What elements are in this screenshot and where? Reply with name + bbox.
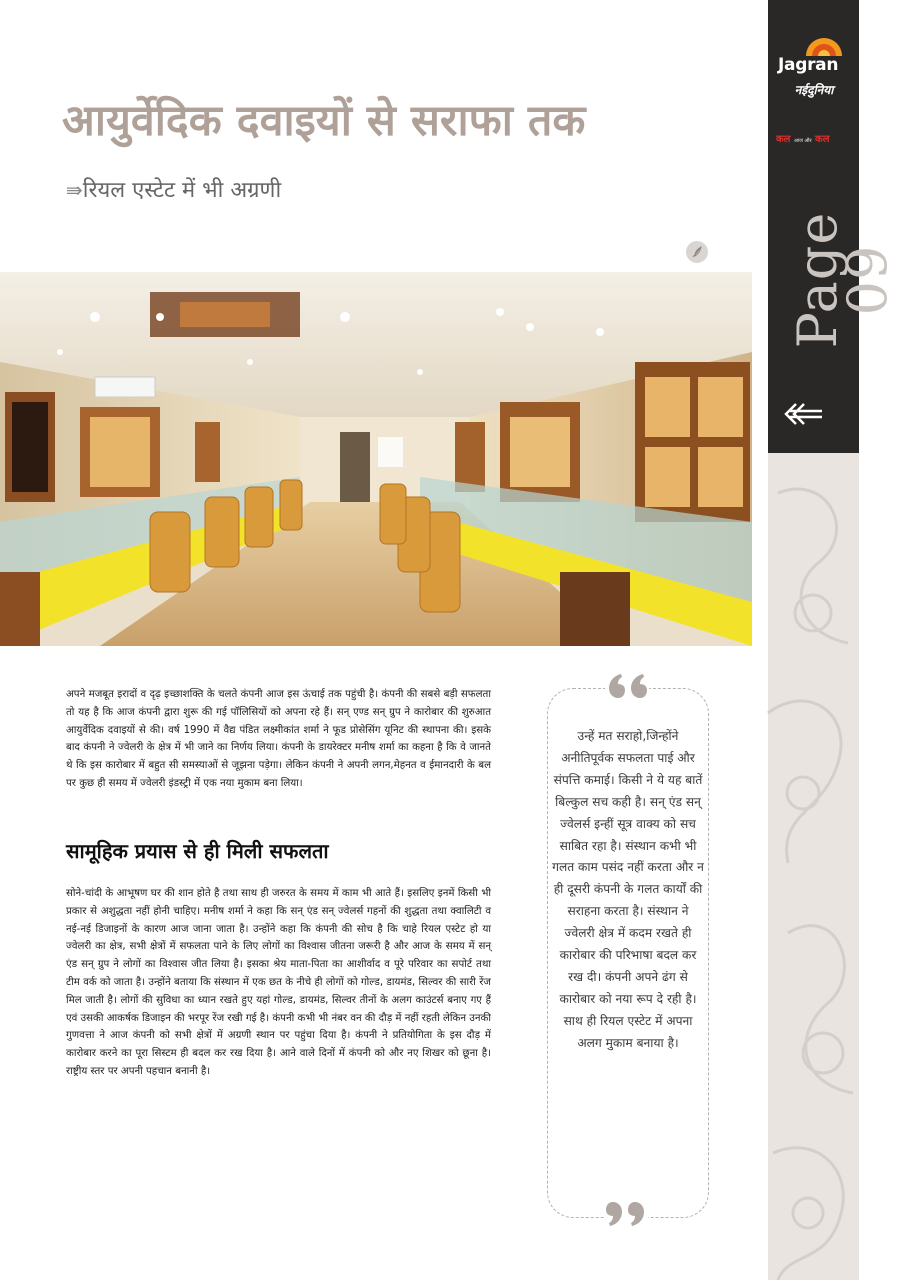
subtitle-text: रियल एस्टेट में भी अग्रणी <box>82 178 282 203</box>
brand-name: Jagran <box>778 55 839 75</box>
tagline-mid: आज और <box>793 138 812 144</box>
article-paragraph-2: सोने-चांदी के आभूषण घर की शान होते है तथा साथ ही जरुरत के समय में काम भी आते हैं। इसलिए इनमें किसी भी प्रकार से अशुद्धता नहीं होनी चाहिए। मनीष शर्मा ने कहा कि सन् एंड सन् ज्वेलर्स गहनों की शुद्धता तथा क्वालिटी व नई-नई डिजाइनों के कारण आज जाना जाता है। उन्होंने कहा कि कंपनी की सोच है कि चाहे रियल एस्टेट हो या ज्वेलरी का क्षेत्र, सभी क्षेत्रों में सफलता पाने के लिए लोगों का विश्वास जीतना जरूरी है और आज के समय में सन् एंड सन् ग्रुप ने लोगों का विश्वास जीत लिया है। इसका श्रेय माता-पिता का आशीर्वाद व पूरे परिवार का सपोर्ट तथा टीम वर्क को जाता है। उन्होंने बताया कि संस्थान में एक छत के नीचे ही लोगों को गोल्ड, डायमंड, सिल्वर की सारी रेंज मिल जाती है। लोगों की सुविधा का ध्यान रखते हुए यहां गोल्ड, डायमंड, सिल्वर तीनों के अलग काउंटर्स बनाए गए हैं एवं उसकी आकर्षक डिजाइन की भरपूर रेंज रखी गई है। कंपनी कभी भी नंबर वन की दौड़ में नहीं रहती लेकिन उनकी गुणवत्ता ने आज कंपनी को सभी क्षेत्रों में अग्रणी स्थान पर पहुंचा दिया है। कंपनी ने प्रतियोगिता के इस दौड़ में कारोबार करने का पूरा सिस्टम ही बदल कर रख दिया है। आने वाले दिनों में कंपनी को और नए शिखर को छूना है। राष्ट्रीय स्तर पर अपनी पहचान बनानी है। <box>66 888 491 1077</box>
showroom-photo <box>0 272 752 646</box>
tagline <box>776 131 856 145</box>
article-paragraph-1: अपने मजबूत इरादों व दृढ़ इच्छाशक्ति के चलते कंपनी आज इस ऊंचाई तक पहुंची है। कंपनी की सबसे बड़ी सफलता तो यह है कि आज कंपनी द्वारा शुरू की गई पॉलिसियों को अपना रहे हैं। सन् एण्ड सन् ग्रुप ने कारोबार की शुरुआत आयुर्वेदिक दवाइयों से की। वर्ष 1990 में वैद्य पंडित लक्ष्मीकांत शर्मा ने फूड प्रोसेसिंग यूनिट की स्थापना की। इसके बाद कंपनी ने ज्वेलरी के क्षेत्र में भी जाने का निर्णय लिया। कंपनी के डायरेक्टर मनीष शर्मा का कहना है कि वे जानते थे कि इस कारोबार में बहुत सी समस्याओं से जूझना पड़ेगा। लेकिन कंपनी ने अपनी लगन,मेहनत व ईमानदारी के बल पर कुछ ही समय में ज्वेलरी इंडस्ट्री में एक नया मुकाम बना लिया। <box>66 689 491 789</box>
floral-pattern <box>768 453 859 1280</box>
section-heading: सामूहिक प्रयास से ही मिली सफलता <box>66 839 329 863</box>
leaf-icon <box>686 241 708 263</box>
tagline-right: कल <box>815 134 830 145</box>
brand-subtitle: नईदुनिया <box>794 83 834 97</box>
open-quote-icon <box>605 668 649 704</box>
double-right-arrow-icon: ⇛ <box>66 178 83 202</box>
double-left-arrow-icon[interactable] <box>784 402 824 426</box>
article-subtitle <box>66 174 281 204</box>
close-quote-icon <box>604 1196 648 1232</box>
tagline-left: कल <box>776 134 791 145</box>
page-number: Page 09 <box>786 211 899 349</box>
article-title: आयुर्वेदिक दवाइयों से सराफा तक <box>62 96 586 146</box>
pull-quote-text: उन्हें मत सराहो,जिन्होंने अनीतिपूर्वक सफलता पाई और संपत्ति कमाई। किसी ने ये यह बातें बिल्कुल सच कही है। सन् एंड सन् ज्वेलर्स इन्हीं सूत्र वाक्य को सच साबित रहा है। संस्थान कभी भी गलत काम पसंद नहीं करता और न ही दूसरी कंपनी के गलत कार्यों की सराहना करता है। संस्थान ने ज्वेलरी क्षेत्र में कदम रखते ही कारोबार की परिभाषा बदल कर रख दी। कंपनी अपने ढंग से कारोबार को नया रूप दे रही है। साथ ही रियल एस्टेट में अपना अलग मुकाम बनाया है। <box>552 729 704 1050</box>
page-sidebar <box>768 0 899 1280</box>
